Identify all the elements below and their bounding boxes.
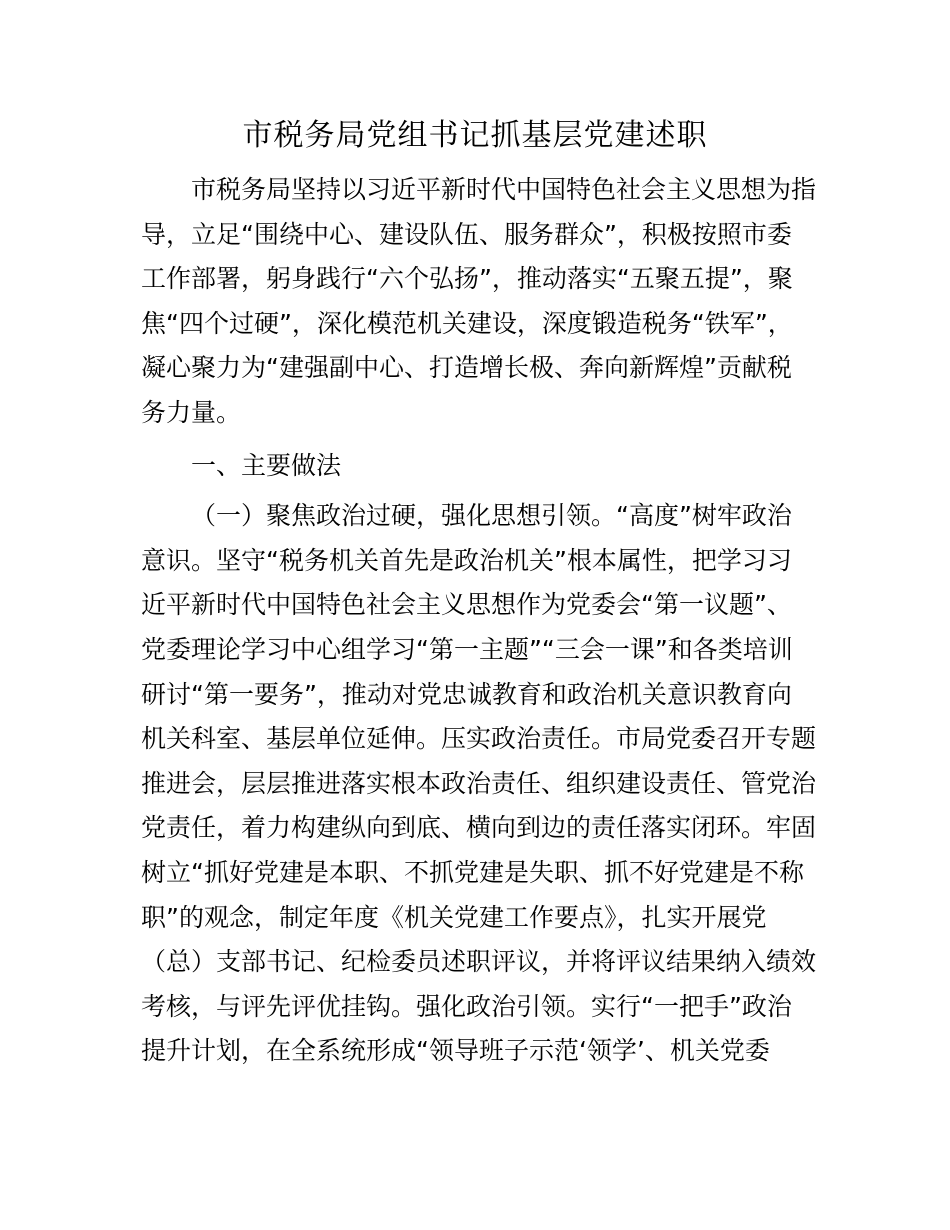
intro-line: 导，立足“围绕中心、建设队伍、服务群众”，积极按照市委	[141, 219, 792, 249]
section-line: 近平新时代中国特色社会主义思想作为党委会“第一议题”、	[141, 590, 792, 620]
section-line: 提升计划，在全系统形成“领导班子示范‘领学’、机关党委	[141, 1036, 770, 1066]
section-line: 党责任，着力构建纵向到底、横向到边的责任落实闭环。牢固	[141, 813, 817, 843]
section-line: 机关科室、基层单位延伸。压实政治责任。市局党委召开专题	[141, 724, 817, 754]
intro-line: 工作部署，躬身践行“六个弘扬”，推动落实“五聚五提”，聚	[141, 264, 793, 294]
section-line: 党委理论学习中心组学习“第一主题”“三会一课”和各类培训	[141, 634, 793, 664]
intro-line: 凝心聚力为“建强副中心、打造增长极、奔向新辉煌”贡献税	[141, 353, 792, 383]
section-line: 推进会，层层推进落实根本政治责任、组织建设责任、管党治	[141, 768, 817, 798]
section-line: 职”的观念，制定年度《机关党建工作要点》，扎实开展党	[141, 902, 767, 932]
section-line: （总）支部书记、纪检委员述职评议，并将评议结果纳入绩效	[141, 947, 817, 977]
document-title: 市税务局党组书记抓基层党建述职	[242, 118, 708, 153]
intro-line: 焦“四个过硬”，深化模范机关建设，深度锻造税务“铁军”，	[141, 308, 793, 338]
section-heading: 一、主要做法	[191, 450, 342, 480]
intro-line: 市税务局坚持以习近平新时代中国特色社会主义思想为指	[191, 175, 817, 204]
section-line: 意识。坚守“税务机关首先是政治机关”根本属性，把学习习	[141, 545, 792, 575]
section-line: 研讨“第一要务”，推动对党忠诚教育和政治机关意识教育向	[141, 679, 792, 709]
section-line: 考核，与评先评优挂钩。强化政治引领。实行“一把手”政治	[141, 991, 792, 1021]
section-line: 树立“抓好党建是本职、不抓党建是失职、抓不好党建是不称	[141, 857, 804, 887]
intro-line: 务力量。	[141, 397, 242, 427]
document-body	[141, 168, 821, 1074]
section-line: （一）聚焦政治过硬，强化思想引领。“高度”树牢政治	[191, 501, 792, 531]
